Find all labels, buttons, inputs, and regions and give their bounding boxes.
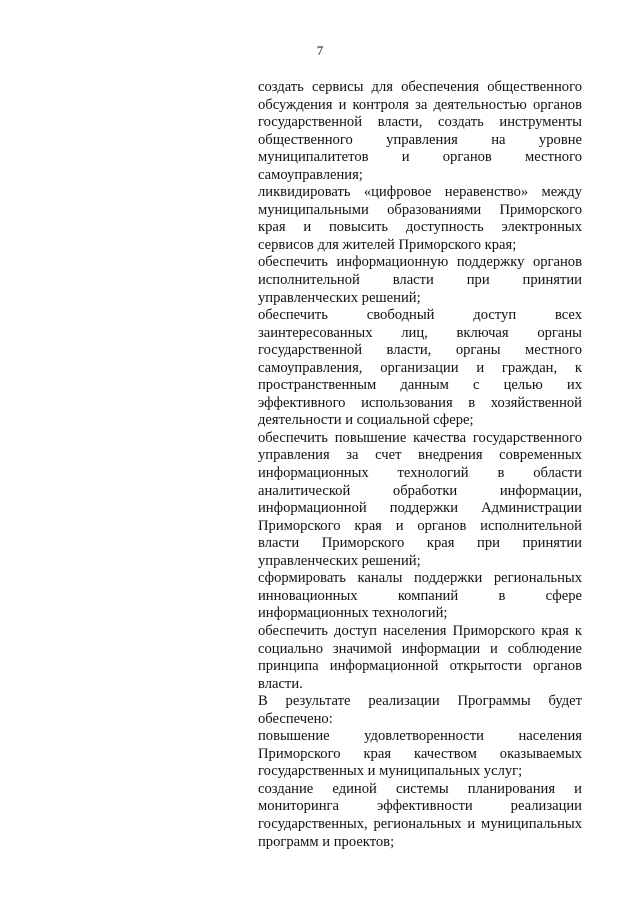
paragraph <box>258 430 582 570</box>
text-line: информационной поддержки Администрации <box>258 500 582 517</box>
text-line: принципа информационной открытости органов <box>258 658 582 675</box>
text-line: обеспечить повышение качества государственного <box>258 429 582 446</box>
paragraph <box>258 184 582 254</box>
text-line: информационных технологий в области <box>258 465 582 482</box>
text-line: Приморского края и органов исполнительной <box>258 517 582 534</box>
text-line: ликвидировать «цифровое неравенство» между <box>258 184 582 201</box>
text-line: государственной власти, создать инструменты <box>258 114 582 131</box>
text-line: аналитической обработки информации, <box>258 482 582 499</box>
paragraph <box>258 570 582 623</box>
text-line: власти Приморского края при принятии <box>258 535 582 552</box>
text-line: обеспечить доступ населения Приморского края к <box>258 622 582 639</box>
text-line: обеспечить информационную поддержку органов <box>258 254 582 271</box>
text-line: общественного управления на уровне <box>258 131 582 148</box>
text-line: муниципальными образованиями Приморского <box>258 201 582 218</box>
text-line: повышение удовлетворенности населения <box>258 728 582 745</box>
text-line: самоуправления, организации и граждан, к <box>258 359 582 376</box>
text-line: края и повысить доступность электронных <box>258 219 582 236</box>
paragraph <box>258 307 582 430</box>
paragraph <box>258 623 582 693</box>
text-line: государственных, региональных и муниципальных <box>258 815 582 832</box>
text-line: программ и проектов; <box>258 833 395 850</box>
text-line: сформировать каналы поддержки региональных <box>258 570 582 587</box>
paragraph <box>258 728 582 781</box>
text-line: исполнительной власти при принятии <box>258 272 582 289</box>
text-line: В результате реализации Программы будет <box>258 693 582 710</box>
paragraph <box>258 79 582 184</box>
paragraph <box>258 693 582 728</box>
document-body <box>258 79 582 851</box>
text-line: самоуправления; <box>258 166 363 183</box>
text-line: создание единой системы планирования и <box>258 780 582 797</box>
text-line: управления за счет внедрения современных <box>258 447 582 464</box>
text-line: эффективного использования в хозяйственной <box>258 394 582 411</box>
text-line: государственной власти, органы местного <box>258 342 582 359</box>
text-line: власти. <box>258 675 303 692</box>
text-line: пространственным данным с целью их <box>258 377 582 394</box>
text-line: информационных технологий; <box>258 605 448 622</box>
text-line: муниципалитетов и органов местного <box>258 149 582 166</box>
text-line: государственных и муниципальных услуг; <box>258 763 523 780</box>
text-line: мониторинга эффективности реализации <box>258 798 582 815</box>
text-line: обеспечено: <box>258 710 333 727</box>
text-line: обсуждения и контроля за деятельностью органов <box>258 96 582 113</box>
text-line: деятельности и социальной сфере; <box>258 412 474 429</box>
text-line: заинтересованных лиц, включая органы <box>258 324 582 341</box>
text-line: социально значимой информации и соблюдение <box>258 640 582 657</box>
text-line: управленческих решений; <box>258 289 421 306</box>
paragraph <box>258 254 582 307</box>
text-line: создать сервисы для обеспечения общественного <box>258 79 582 95</box>
text-line: обеспечить свободный доступ всех <box>258 307 582 324</box>
text-line: Приморского края качеством оказываемых <box>258 745 582 762</box>
text-line: инновационных компаний в сфере <box>258 587 582 604</box>
page-number: 7 <box>316 43 324 58</box>
text-line: сервисов для жителей Приморского края; <box>258 236 517 253</box>
paragraph <box>258 781 582 851</box>
text-line: управленческих решений; <box>258 552 421 569</box>
